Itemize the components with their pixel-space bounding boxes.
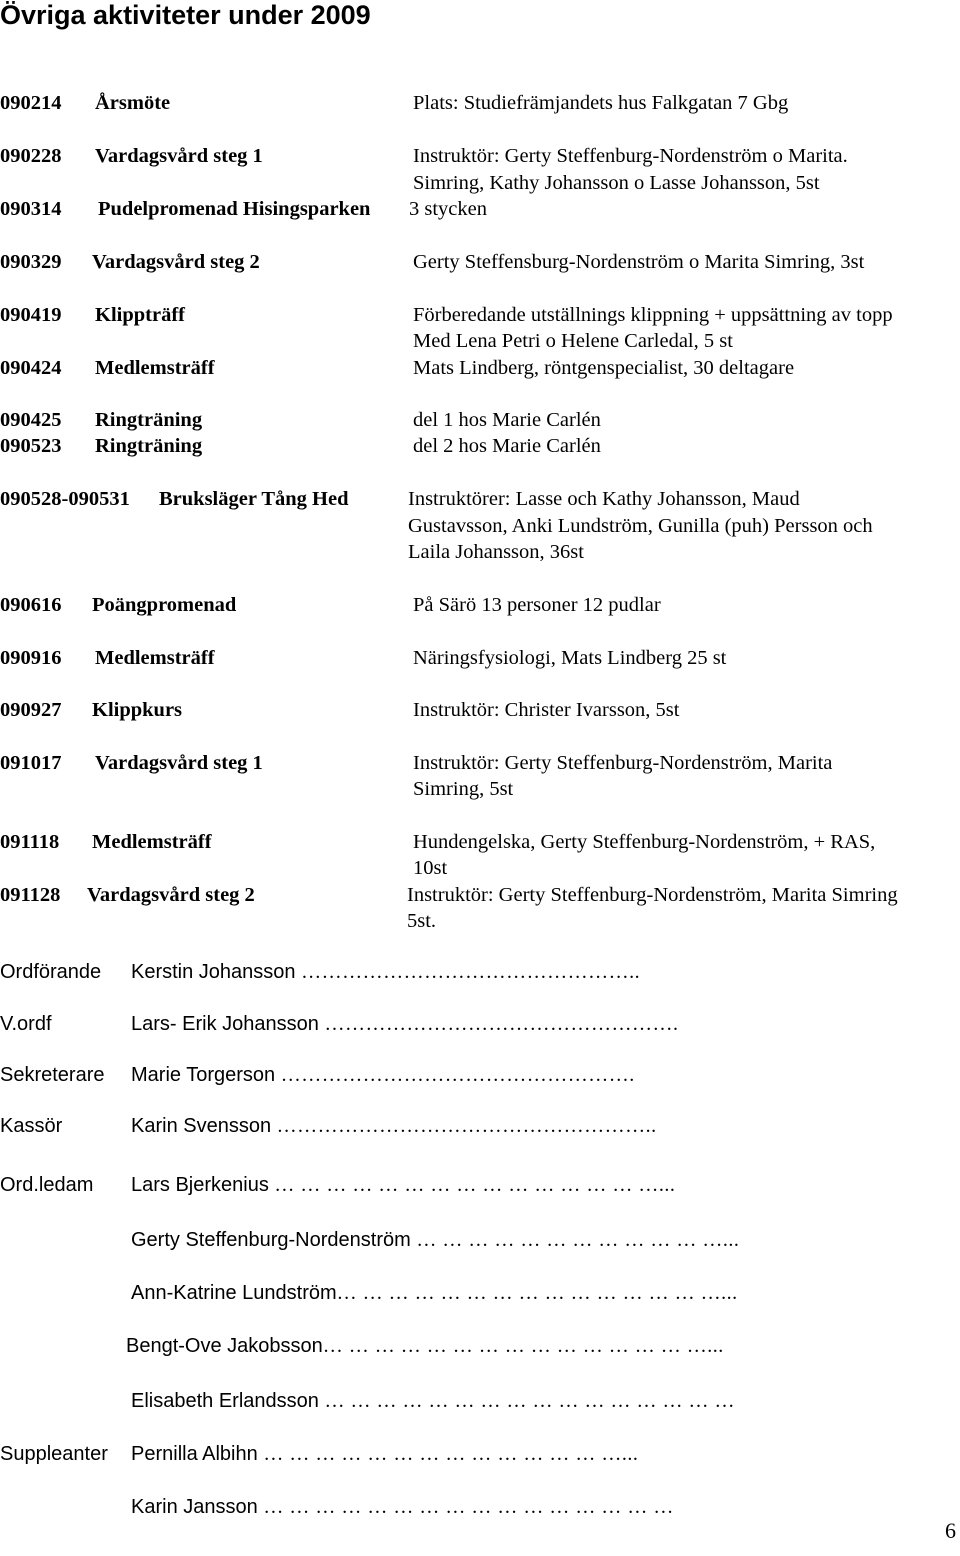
activity-detail: del 1 hos Marie Carlén <box>413 409 601 431</box>
board-member <box>131 1172 675 1198</box>
activity-date: 090425 <box>0 409 62 431</box>
activity-detail: 3 stycken <box>409 198 487 220</box>
member-name: Lars- Erik Johansson <box>131 1013 319 1035</box>
activity-detail: Plats: Studiefrämjandets hus Falkgatan 7 Gbg <box>413 92 789 114</box>
activity-detail: Instruktör: Gerty Steffenburg-Nordenström, Marita <box>413 752 833 774</box>
activity-name: Vardagsvård steg 1 <box>95 145 263 167</box>
activity-detail: På Särö 13 personer 12 pudlar <box>413 594 661 616</box>
board-member <box>131 959 640 985</box>
activity-detail: Hundengelska, Gerty Steffenburg-Nordenström, + RAS, <box>413 831 876 853</box>
activity-name: Vardagsvård steg 1 <box>95 752 263 774</box>
member-name: Bengt-Ove Jakobsson <box>126 1335 323 1357</box>
activity-detail: 10st <box>413 857 448 879</box>
activity-detail: Laila Johansson, 36st <box>408 541 584 563</box>
board-member <box>131 1441 638 1467</box>
activity-date: 091017 <box>0 752 62 774</box>
activity-detail: Förberedande utställnings klippning + uppsättning av topp <box>413 304 893 326</box>
signature-line: … … … … … … … … … … … … … … …... <box>274 1174 676 1196</box>
board-member <box>131 1280 738 1306</box>
signature-line: ……………………………………………….. <box>276 1115 657 1137</box>
signature-line: ……………………………………………. <box>280 1064 635 1086</box>
member-name: Karin Jansson <box>131 1496 258 1518</box>
board-role: V.ordf <box>0 1013 52 1035</box>
board-member <box>131 1494 674 1520</box>
activity-name: Klippkurs <box>92 699 183 721</box>
member-name: Pernilla Albihn <box>131 1443 258 1465</box>
activity-detail: Simring, 5st <box>413 778 514 800</box>
activity-name: Vardagsvård steg 2 <box>92 251 260 273</box>
board-role: Ord.ledam <box>0 1174 94 1196</box>
page-title: Övriga aktiviteter under 2009 <box>0 0 371 30</box>
board-member <box>131 1011 678 1037</box>
activity-date: 090927 <box>0 699 62 721</box>
signature-line: ……………………………………………. <box>324 1013 679 1035</box>
signature-line: … … … … … … … … … … … … … … … … <box>263 1496 674 1518</box>
signature-line: … … … … … … … … … … … … … … …... <box>336 1282 738 1304</box>
board-member <box>131 1113 657 1139</box>
activity-date: 091128 <box>0 884 61 906</box>
member-name: Lars Bjerkenius <box>131 1174 269 1196</box>
activity-detail: 5st. <box>407 910 437 932</box>
board-member <box>131 1227 739 1253</box>
member-name: Ann-Katrine Lundström <box>131 1282 337 1304</box>
signature-line: ………………………………………….. <box>301 961 641 983</box>
activity-name: Ringträning <box>95 435 203 457</box>
member-name: Karin Svensson <box>131 1115 272 1137</box>
activity-date: 090523 <box>0 435 62 457</box>
activity-detail: Instruktör: Christer Ivarsson, 5st <box>413 699 680 721</box>
board-member <box>131 1062 635 1088</box>
signature-line: … … … … … … … … … … … … … … … … <box>324 1390 735 1412</box>
activity-name: Medlemsträff <box>95 357 215 379</box>
member-name: Elisabeth Erlandsson <box>131 1390 319 1412</box>
activity-name: Vardagsvård steg 2 <box>87 884 255 906</box>
activity-date: 090329 <box>0 251 62 273</box>
board-member <box>131 1388 735 1414</box>
activity-date: 090424 <box>0 357 62 379</box>
activity-date: 090214 <box>0 92 62 114</box>
activity-detail: Instruktör: Gerty Steffenburg-Nordenström o Marita. <box>413 145 848 167</box>
activity-date: 091118 <box>0 831 60 853</box>
activity-detail: Simring, Kathy Johansson o Lasse Johansson, 5st <box>413 172 820 194</box>
member-name: Kerstin Johansson <box>131 961 296 983</box>
activity-detail: Instruktör: Gerty Steffenburg-Nordenström, Marita Simring <box>407 884 898 906</box>
activity-date: 090616 <box>0 594 62 616</box>
page-number: 6 <box>945 1518 956 1543</box>
activity-name: Poängpromenad <box>92 594 237 616</box>
activity-name: Medlemsträff <box>92 831 212 853</box>
activity-date: 090419 <box>0 304 62 326</box>
activity-name: Bruksläger Tång Hed <box>159 488 349 510</box>
activity-detail: Gerty Steffensburg-Nordenström o Marita Simring, 3st <box>413 251 865 273</box>
activity-detail: Näringsfysiologi, Mats Lindberg 25 st <box>413 647 727 669</box>
activity-detail: del 2 hos Marie Carlén <box>413 435 601 457</box>
activity-detail: Med Lena Petri o Helene Carledal, 5 st <box>413 330 733 352</box>
activity-name: Klippträff <box>95 304 185 326</box>
board-member <box>126 1333 724 1359</box>
signature-line: … … … … … … … … … … … … … … …... <box>322 1335 724 1357</box>
activity-date: 090314 <box>0 198 62 220</box>
activity-name: Ringträning <box>95 409 203 431</box>
signature-line: … … … … … … … … … … … … … …... <box>263 1443 639 1465</box>
board-role: Kassör <box>0 1115 63 1137</box>
activity-date: 090528-090531 <box>0 488 130 510</box>
activity-date: 090916 <box>0 647 62 669</box>
board-role: Suppleanter <box>0 1443 108 1465</box>
signature-line: … … … … … … … … … … … …... <box>416 1229 740 1251</box>
activity-date: 090228 <box>0 145 62 167</box>
member-name: Gerty Steffenburg-Nordenström <box>131 1229 411 1251</box>
activity-name: Medlemsträff <box>95 647 215 669</box>
activity-detail: Mats Lindberg, röntgenspecialist, 30 deltagare <box>413 357 795 379</box>
board-role: Sekreterare <box>0 1064 105 1086</box>
board-role: Ordförande <box>0 961 102 983</box>
activity-name: Pudelpromenad Hisingsparken <box>98 198 371 220</box>
activity-detail: Gustavsson, Anki Lundström, Gunilla (puh) Persson och <box>408 515 873 537</box>
activity-name: Årsmöte <box>95 92 171 114</box>
activity-detail: Instruktörer: Lasse och Kathy Johansson, Maud <box>408 488 800 510</box>
member-name: Marie Torgerson <box>131 1064 276 1086</box>
